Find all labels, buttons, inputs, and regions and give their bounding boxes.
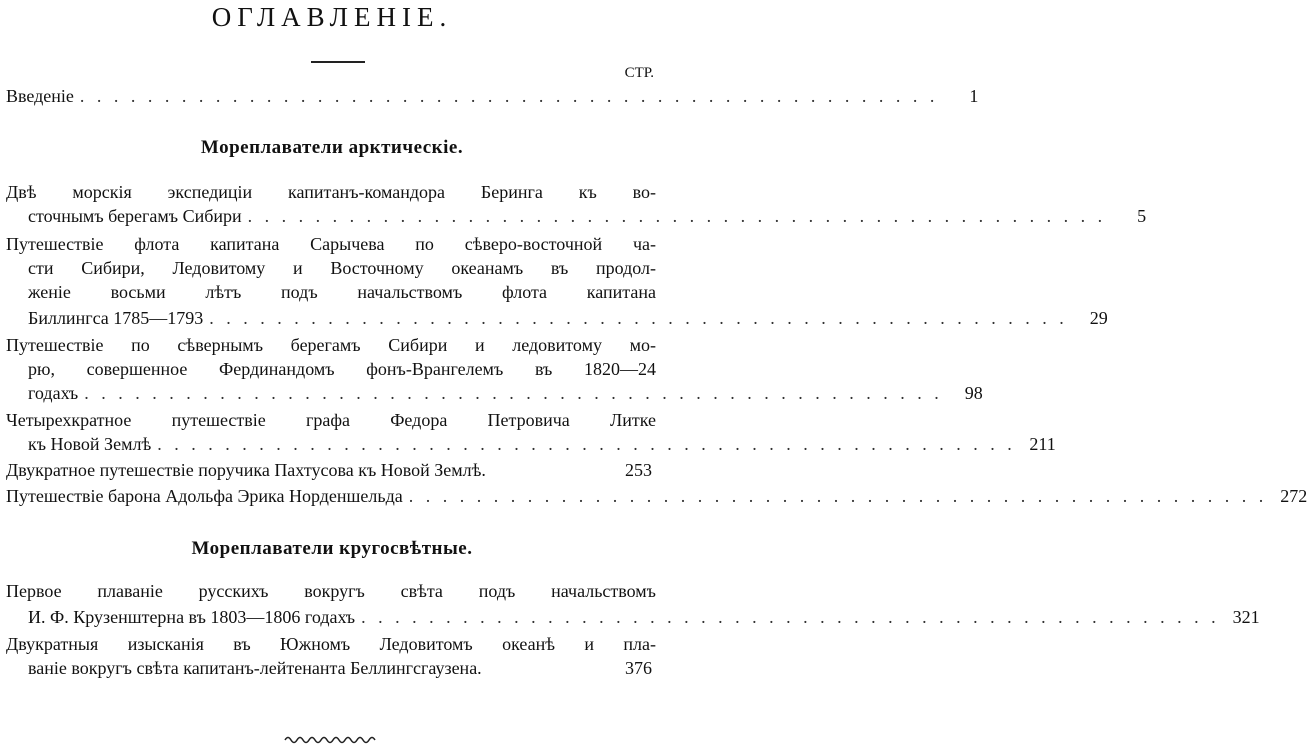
entry-text: Введеніе bbox=[6, 86, 74, 106]
page-number: 272 bbox=[1280, 486, 1308, 506]
toc-entry-line[interactable]: Путешествіе барона Адольфа Эрика Норденшельда . . . . . . . . . . . . . . . . . . . . . . . . . . . . . . . . . . . . . . . . . . . . . . . . . . . 272 bbox=[6, 485, 656, 507]
page-number: 5 bbox=[1137, 206, 1147, 226]
toc-entry-line[interactable]: сточнымъ берегамъ Сибири . . . . . . . . . . . . . . . . . . . . . . . . . . . . . . . . . . . . . . . . . . . . . . . . . . . 5 bbox=[6, 205, 656, 227]
page-title: ОГЛАВЛЕНІЕ. bbox=[211, 2, 453, 32]
section-heading-circumnavigators: Мореплаватели кругосвѣтные. bbox=[191, 538, 473, 559]
toc-entry-line[interactable]: Путешествіе по сѣвернымъ берегамъ Сибири и ледовитому мо- bbox=[6, 335, 656, 355]
page-number: 253 bbox=[625, 460, 652, 480]
toc-entry-line[interactable]: ваніе вокругъ свѣта капитанъ-лейтенанта Беллингсгаузена. 376 bbox=[6, 657, 656, 679]
leader-dots: . . . . . . . . . . . . . . . . . . . . . . . . . . . . . . . . . . . . . . . . . . . . . . . . . . . bbox=[209, 308, 1068, 328]
leader-dots: . . . . . . . . . . . . . . . . . . . . . . . . . . . . . . . . . . . . . . . . . . . . . . . . . . . bbox=[247, 206, 1107, 226]
leader-dots: . . . . . . . . . . . . . . . . . . . . . . . . . . . . . . . . . . . . . . . . . . . . . . . . . . . bbox=[157, 434, 1016, 454]
page-number: 1 bbox=[969, 86, 979, 106]
leader-dots: . . . . . . . . . . . . . . . . . . . . . . . . . . . . . . . . . . . . . . . . . . . . . . . . . . . bbox=[361, 607, 1220, 627]
section-heading-arctic: Мореплаватели арктическіе. bbox=[200, 137, 464, 158]
toc-entry-line[interactable]: Первое плаваніе русскихъ вокругъ свѣта подъ начальствомъ bbox=[6, 581, 656, 601]
toc-entry-line[interactable]: Двукратное путешествіе поручика Пахтусова къ Новой Землѣ. 253 bbox=[6, 459, 656, 481]
toc-entry-line[interactable]: годахъ . . . . . . . . . . . . . . . . . . . . . . . . . . . . . . . . . . . . . . . . . . . . . . . . . . . 98 bbox=[6, 382, 656, 404]
toc-entry-line[interactable]: Четырехкратное путешествіе графа Федора Петровича Литке bbox=[6, 410, 656, 430]
toc-entry-line[interactable]: Двѣ морскія экспедиціи капитанъ-командора Беринга къ во- bbox=[6, 182, 656, 202]
toc-entry-line[interactable]: къ Новой Землѣ . . . . . . . . . . . . . . . . . . . . . . . . . . . . . . . . . . . . . . . . . . . . . . . . . . . 211 bbox=[6, 433, 656, 455]
leader-dots: . . . . . . . . . . . . . . . . . . . . . . . . . . . . . . . . . . . . . . . . . . . . . . . . . . . bbox=[79, 86, 939, 106]
page-number: 98 bbox=[964, 383, 983, 403]
leader-dots: . . . . . . . . . . . . . . . . . . . . . . . . . . . . . . . . . . . . . . . . . . . . . . . . . . . bbox=[408, 486, 1268, 506]
ornament-flourish bbox=[285, 734, 377, 744]
toc-entry-line[interactable]: И. Ф. Крузенштерна въ 1803—1806 годахъ . . . . . . . . . . . . . . . . . . . . . . . . . . . . . . . . . . . . . . . . . . . . . . . . . . . 321 bbox=[6, 606, 656, 628]
toc-entry-intro[interactable] bbox=[6, 85, 979, 107]
page-number: 376 bbox=[625, 658, 652, 678]
toc-entry-line[interactable]: женіе восьми лѣтъ подъ начальствомъ флота капитана bbox=[28, 282, 656, 302]
page-number: 321 bbox=[1232, 607, 1260, 627]
page-number: 29 bbox=[1089, 308, 1108, 328]
leader-dots: . . . . . . . . . . . . . . . . . . . . . . . . . . . . . . . . . . . . . . . . . . . . . . . . . . . bbox=[84, 383, 943, 403]
page-number: 211 bbox=[1029, 434, 1056, 454]
toc-entry-line[interactable]: рю, совершенное Фердинандомъ фонъ-Врангелемъ въ 1820—24 bbox=[28, 359, 656, 379]
toc-entry-line[interactable]: Биллингса 1785—1793 . . . . . . . . . . . . . . . . . . . . . . . . . . . . . . . . . . . . . . . . . . . . . . . . . . . 29 bbox=[6, 307, 656, 329]
page-column-header: СТР. bbox=[624, 65, 654, 81]
toc-entry-line[interactable]: Двукратныя изысканія въ Южномъ Ледовитомъ океанѣ и пла- bbox=[6, 634, 656, 654]
toc-entry-line[interactable]: сти Сибири, Ледовитому и Восточному океанамъ въ продол- bbox=[28, 258, 656, 278]
toc-entry-line[interactable]: Путешествіе флота капитана Сарычева по сѣверо-восточной ча- bbox=[6, 234, 656, 254]
title-rule bbox=[311, 61, 365, 63]
